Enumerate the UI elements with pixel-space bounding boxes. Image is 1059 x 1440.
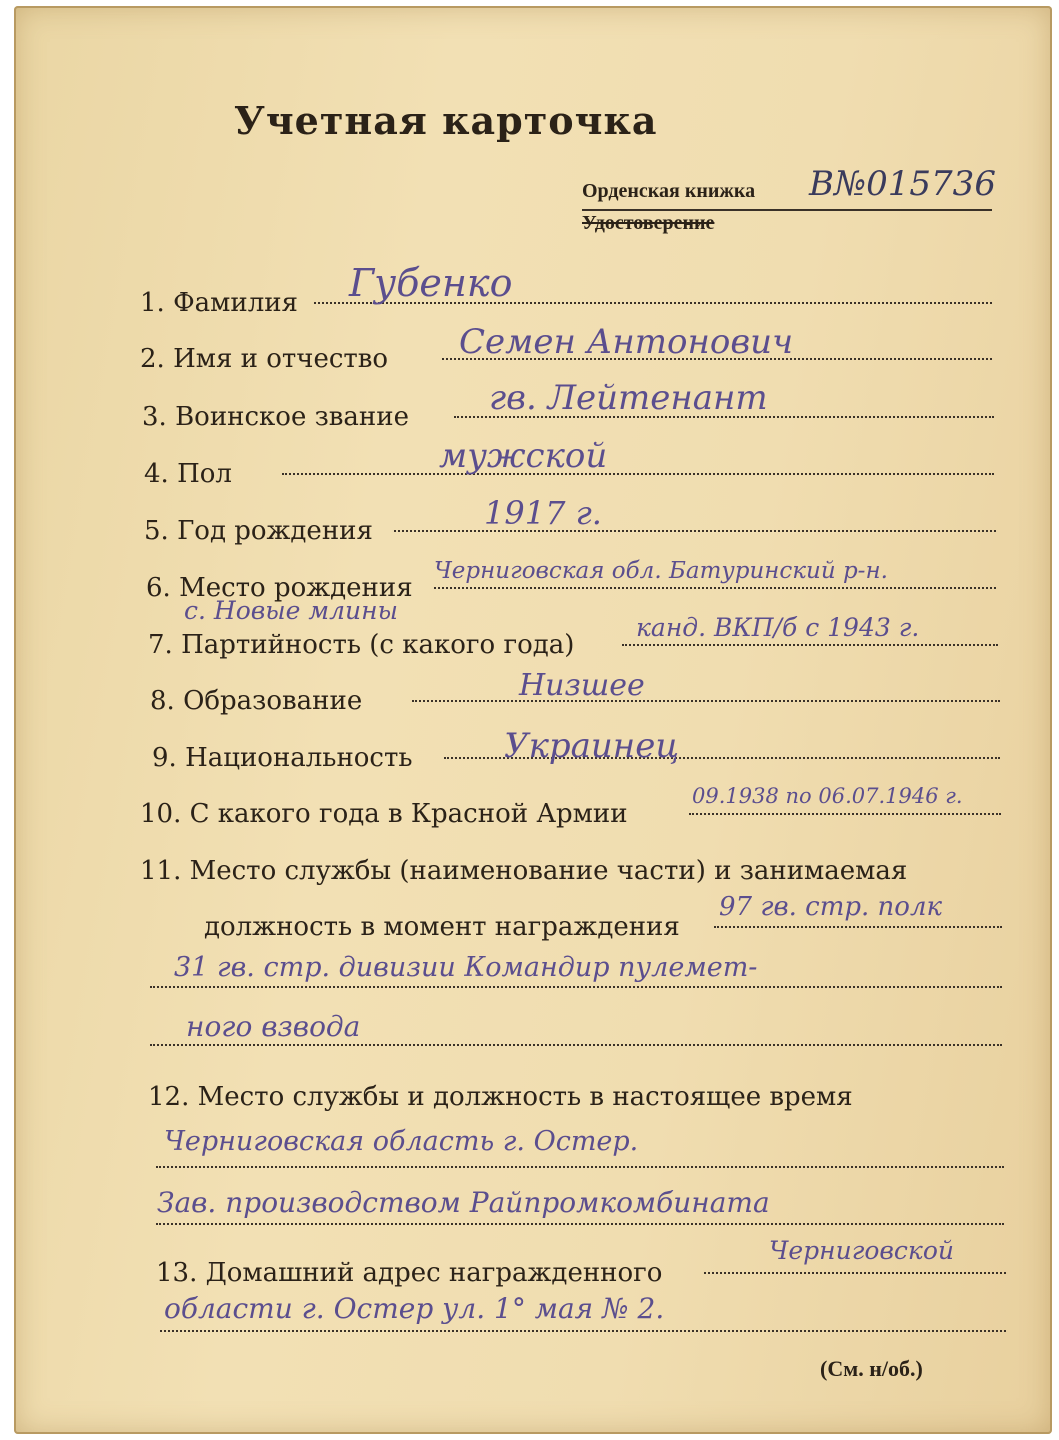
field-army-since-label: 10. С какого года в Красной Армии <box>140 799 628 829</box>
field-education-line <box>412 700 1000 702</box>
field-rank-value: гв. Лейтенант <box>489 378 768 418</box>
field-service-value-line2: 31 гв. стр. дивизии Командир пулемет- <box>174 952 758 983</box>
field-sex-value: мужской <box>439 436 608 476</box>
order-book-label: Орденская книжка <box>582 180 756 202</box>
field-name-label: 2. Имя и отчество <box>140 344 389 374</box>
field-name-value: Семен Антонович <box>459 322 794 362</box>
field-party-line <box>622 644 998 646</box>
field-rank-label: 3. Воинское звание <box>142 402 409 432</box>
field-army-since-line <box>689 813 1001 815</box>
field-home-address-line2 <box>160 1330 1006 1332</box>
field-current-service-line2 <box>156 1223 1004 1225</box>
card-title: Учетная карточка <box>234 98 658 143</box>
field-service-label-line2: должность в момент награждения <box>204 912 680 942</box>
field-army-since-value: 09.1938 по 06.07.1946 г. <box>692 784 963 808</box>
field-birthplace-value-cont: с. Новые млины <box>184 596 398 625</box>
field-current-service-label: 12. Место службы и должность в настоящее время <box>148 1082 853 1112</box>
field-current-service-line1 <box>156 1166 1004 1168</box>
field-nationality-value: Украинец <box>504 726 680 766</box>
field-surname-value: Губенко <box>349 261 513 305</box>
field-current-service-value-line1: Черниговская область г. Остер. <box>164 1126 639 1157</box>
field-education-label: 8. Образование <box>150 686 363 716</box>
field-home-address-value-line2: области г. Остер ул. 1° мая № 2. <box>164 1292 665 1325</box>
certificate-label: Удостоверение <box>582 212 715 234</box>
field-birth-year-value: 1917 г. <box>484 494 602 532</box>
field-service-line3 <box>150 1044 1002 1046</box>
field-birthplace-line <box>434 587 996 589</box>
order-book-number: В№015736 <box>809 164 996 204</box>
field-party-label: 7. Партийность (с какого года) <box>148 630 575 660</box>
field-sex-label: 4. Пол <box>144 459 232 489</box>
see-reverse-note: (См. н/об.) <box>820 1356 923 1381</box>
field-home-address-value: Черниговской <box>769 1236 955 1265</box>
field-nationality-label: 9. Национальность <box>152 743 413 773</box>
field-service-value: 97 гв. стр. полк <box>719 892 943 922</box>
field-birthplace-label: 6. Место рождения <box>146 573 413 603</box>
field-home-address-label: 13. Домашний адрес награжденного <box>156 1258 663 1288</box>
field-service-label-line1: 11. Место службы (наименование части) и занимаемая <box>140 856 908 886</box>
field-home-address-line1 <box>704 1272 1006 1274</box>
field-current-service-value-line2: Зав. производством Райпромкомбината <box>157 1186 770 1219</box>
field-service-value-line3: ного взвода <box>186 1010 361 1043</box>
order-book-underline <box>582 209 992 211</box>
field-surname-label: 1. Фамилия <box>140 288 298 318</box>
field-birth-year-label: 5. Год рождения <box>144 516 373 546</box>
record-card <box>14 6 1052 1434</box>
field-birthplace-value: Черниговская обл. Батуринский р-н. <box>434 558 888 584</box>
field-service-line1 <box>714 926 1002 928</box>
field-sex-line <box>282 473 994 475</box>
field-service-line2 <box>150 986 1002 988</box>
field-education-value: Низшее <box>519 668 645 703</box>
field-party-value: канд. ВКП/б с 1943 г. <box>636 613 920 642</box>
